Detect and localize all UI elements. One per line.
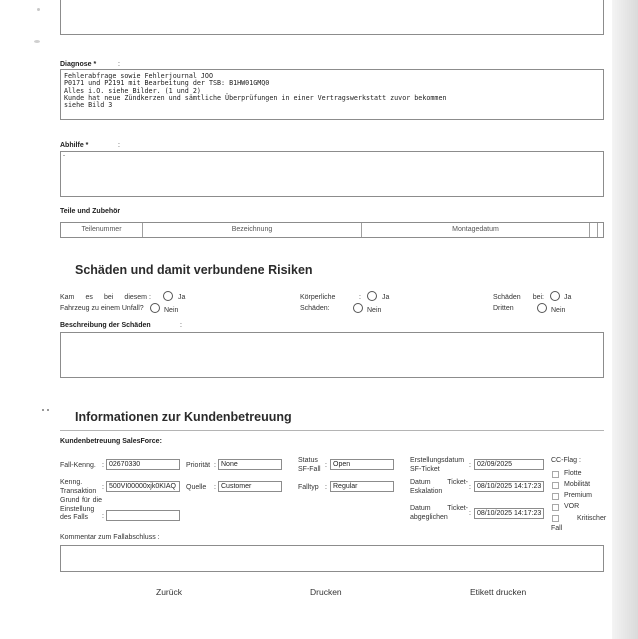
question-third-party-line2: Dritten: [493, 305, 514, 312]
case-type-colon: :: [325, 484, 327, 491]
escalation-date-field[interactable]: 08/10/2025 14:17:23: [474, 481, 544, 492]
escalation-date-label: Datum Ticket-Eskalation: [410, 479, 468, 495]
transaction-field[interactable]: 500VI00000xjk0KIAQ: [106, 481, 180, 492]
case-id-field[interactable]: 02670330: [106, 459, 180, 470]
parts-title: Teile und Zubehör: [60, 208, 121, 215]
print-button[interactable]: Drucken: [310, 587, 342, 597]
scan-speck: [42, 409, 44, 411]
source-label: Quelle: [186, 484, 207, 491]
closure-reason-label: Grund für die Einstellung des Falls: [60, 497, 102, 522]
radio-third-party-no-label: Nein: [551, 307, 566, 314]
closing-comment-textarea[interactable]: [60, 545, 604, 572]
escalation-date-colon: :: [469, 484, 471, 491]
diagnose-label: Diagnose *: [60, 61, 97, 68]
section-divider: [60, 430, 604, 431]
status-colon: :: [325, 462, 327, 469]
damage-description-textarea[interactable]: [60, 332, 604, 378]
closure-reason-field[interactable]: [106, 510, 180, 521]
cc-flag-label: CC-Flag :: [551, 457, 581, 464]
checkbox-mobilitaet[interactable]: [552, 482, 559, 489]
damage-description-colon: :: [180, 322, 182, 329]
question-injury-line1: Körperliche: [300, 294, 336, 301]
checkbox-vor-label: VOR: [564, 503, 580, 510]
damage-description-label: Beschreibung der Schäden: [60, 322, 151, 329]
priority-colon: :: [214, 462, 216, 469]
reconciled-date-label: Datum Ticket-abgeglichen: [410, 505, 468, 521]
checkbox-premium[interactable]: [552, 493, 559, 500]
radio-third-party-no[interactable]: [537, 303, 547, 313]
column-header-mounting-date[interactable]: Montagedatum: [362, 223, 590, 237]
status-label: Status SF-Fall: [298, 457, 321, 473]
radio-injury-yes-label: Ja: [382, 294, 390, 301]
checkbox-flotte-label: Flotte: [564, 470, 582, 477]
scan-speck: [34, 40, 40, 43]
reconciled-date-field[interactable]: 08/10/2025 14:17:23: [474, 508, 544, 519]
created-date-colon: :: [469, 462, 471, 469]
case-id-colon: :: [102, 462, 104, 469]
abhilfe-colon: :: [118, 142, 120, 149]
scan-edge-shadow: [612, 0, 638, 639]
source-colon: :: [214, 484, 216, 491]
question-injury-colon: :: [359, 294, 361, 301]
column-header-part-number[interactable]: Teilenummer: [61, 223, 143, 237]
previous-textarea[interactable]: [60, 0, 604, 35]
closure-reason-colon: :: [102, 513, 104, 520]
question-accident-line1: Kam es bei diesem: [60, 294, 147, 301]
radio-injury-no[interactable]: [353, 303, 363, 313]
checkbox-premium-label: Premium: [564, 492, 593, 499]
reconciled-date-colon: :: [469, 510, 471, 517]
print-label-button[interactable]: Etikett drucken: [470, 587, 527, 597]
column-header-extra: [590, 223, 598, 237]
question-accident-line2: Fahrzeug zu einem Unfall?: [60, 305, 144, 312]
priority-field[interactable]: None: [218, 459, 282, 470]
diagnose-line: siehe Bild 3: [64, 101, 113, 110]
transaction-label: Kenng. Transaktion: [60, 479, 97, 495]
customer-care-subheading: Kundenbetreuung SalesForce:: [60, 438, 162, 445]
damage-heading: Schäden und damit verbundene Risiken: [75, 263, 313, 277]
priority-label: Priorität: [186, 462, 211, 469]
radio-third-party-yes-label: Ja: [564, 294, 572, 301]
radio-accident-yes[interactable]: [163, 291, 173, 301]
radio-injury-yes[interactable]: [367, 291, 377, 301]
checkbox-vor[interactable]: [552, 504, 559, 511]
question-third-party-line1: Schäden bei:: [493, 294, 544, 301]
checkbox-critical-case-label: Kritischer Fall: [551, 515, 607, 532]
status-field[interactable]: Open: [330, 459, 394, 470]
case-type-field[interactable]: Regular: [330, 481, 394, 492]
abhilfe-label: Abhilfe *: [60, 142, 89, 149]
created-date-label: Erstellungsdatum SF-Ticket: [410, 457, 465, 473]
back-button[interactable]: Zurück: [156, 587, 182, 597]
question-injury-line2: Schäden:: [300, 305, 330, 312]
diagnose-line: Alles i.O. siehe Bilder. (1 und 2): [64, 86, 201, 95]
column-header-description[interactable]: Bezeichnung: [143, 223, 362, 237]
radio-accident-no-label: Nein: [164, 307, 179, 314]
radio-third-party-yes[interactable]: [550, 291, 560, 301]
case-id-label: Fall-Kenng.: [60, 462, 96, 469]
closing-comment-label: Kommentar zum Fallabschluss :: [60, 534, 160, 541]
source-field[interactable]: Customer: [218, 481, 282, 492]
checkbox-flotte[interactable]: [552, 471, 559, 478]
diagnose-line: Fehlerabfrage sowie Fehlerjournal JOO: [64, 72, 213, 80]
checkbox-mobilitaet-label: Mobilität: [564, 481, 591, 488]
radio-accident-no[interactable]: [150, 303, 160, 313]
radio-accident-yes-label: Ja: [178, 294, 186, 301]
diagnose-line: P0171 und P2191 mit Bearbeitung der TSB: B1HW01GMQ0: [64, 79, 270, 88]
question-accident-colon: :: [149, 294, 151, 301]
abhilfe-value: -: [63, 153, 65, 159]
radio-injury-no-label: Nein: [367, 307, 382, 314]
abhilfe-textarea[interactable]: [60, 151, 604, 197]
scan-speck: [47, 409, 49, 411]
scan-speck: [37, 8, 40, 11]
created-date-field[interactable]: 02/09/2025: [474, 459, 544, 470]
diagnose-line: Kunde hat neue Zündkerzen und sämtliche Überprüfungen in einer Vertragswerkstatt zuvor bekommen: [64, 93, 447, 102]
customer-care-heading: Informationen zur Kundenbetreuung: [75, 410, 292, 424]
transaction-colon: :: [102, 484, 104, 491]
parts-table-header: [60, 222, 604, 238]
diagnose-textarea[interactable]: [60, 69, 604, 120]
diagnose-colon: :: [118, 61, 120, 68]
case-type-label: Falltyp: [298, 484, 319, 491]
